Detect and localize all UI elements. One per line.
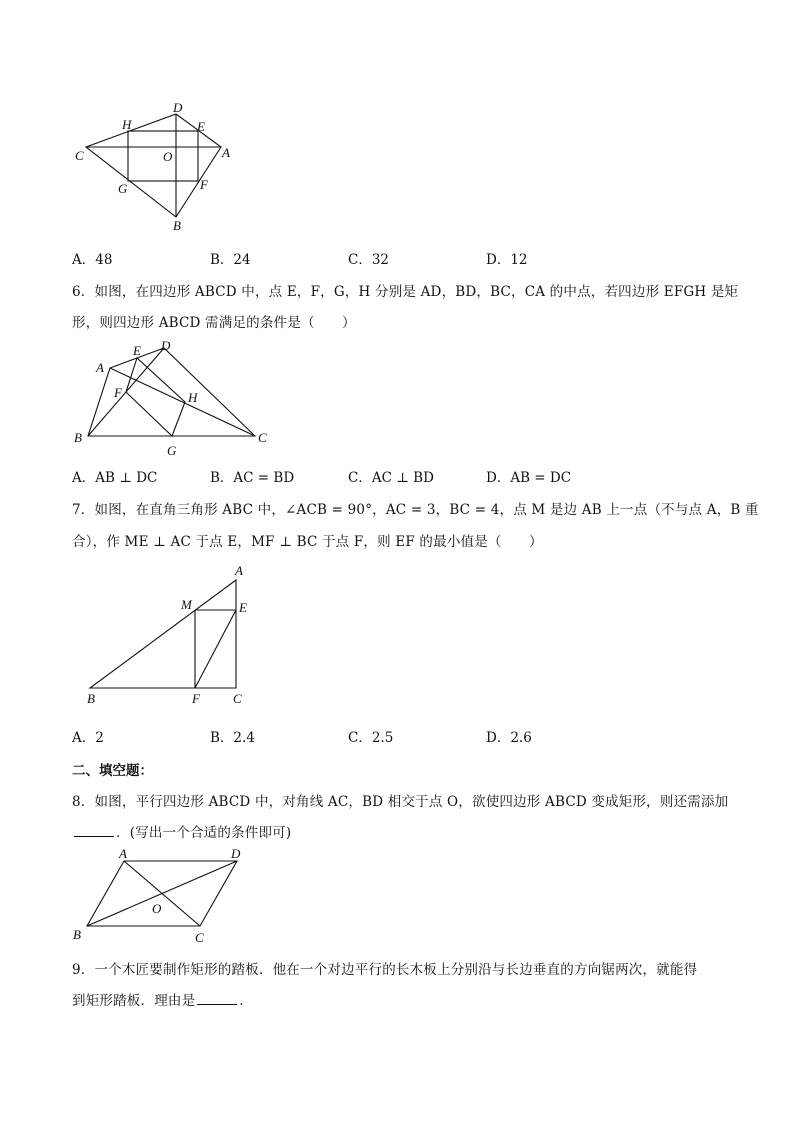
- q7-option-c[interactable]: C．2.5: [348, 730, 394, 746]
- q8-hint: ．(写出一个合适的条件即可): [116, 825, 292, 841]
- q8-answer-blank[interactable]: [74, 824, 114, 837]
- q5-label-A: A: [222, 145, 230, 160]
- q6-label-B: B: [74, 430, 82, 445]
- q6-label-D: D: [161, 338, 171, 353]
- q8-label-B: B: [73, 927, 81, 942]
- q5-label-E: E: [197, 119, 205, 134]
- q8-text-line2: [72, 821, 291, 841]
- section-fill-in-heading: 二、填空题：: [72, 763, 153, 779]
- q5-option-a[interactable]: A．48: [72, 252, 113, 268]
- q8-figure: [70, 843, 250, 948]
- q7-label-F: F: [192, 691, 200, 706]
- q7-diagram: [80, 560, 260, 710]
- q6-figure: [70, 335, 280, 460]
- q6-label-C: C: [258, 430, 267, 445]
- q5-option-c[interactable]: C．32: [348, 252, 390, 268]
- q5-option-d[interactable]: D．12: [486, 252, 528, 268]
- q9-text-line1: 9．一个木匠要制作矩形的踏板．他在一个对边平行的长木板上分别沿与长边垂直的方向锯两次，就能得: [72, 962, 698, 978]
- q7-options: [72, 726, 732, 744]
- q7-option-d[interactable]: D．2.6: [486, 730, 532, 746]
- q6-diagram: [70, 335, 280, 460]
- q6-option-b[interactable]: B．AC = BD: [210, 470, 295, 486]
- q7-label-M: M: [181, 597, 192, 612]
- q8-text-line1: 8．如图，平行四边形 ABCD 中，对角线 AC，BD 相交于点 O，欲使四边形 ABCD 变成矩形，则还需添加: [72, 794, 729, 810]
- q8-label-C: C: [195, 930, 204, 945]
- q7-text-line2: 合），作 ME ⊥ AC 于点 E，MF ⊥ BC 于点 F，则 EF 的最小值是（ ）: [72, 534, 543, 550]
- q6-label-G: G: [167, 443, 177, 458]
- q5-label-F: F: [200, 177, 208, 192]
- q5-label-B: B: [173, 218, 181, 233]
- q9-answer-blank[interactable]: [197, 992, 237, 1005]
- q9-text-suffix: ．: [239, 993, 254, 1009]
- q5-label-G: G: [118, 181, 128, 196]
- q5-figure: [70, 100, 250, 235]
- q5-label-O: O: [163, 149, 173, 164]
- q6-label-F: F: [114, 385, 122, 400]
- q5-diagram: [70, 100, 250, 235]
- q7-label-C: C: [233, 691, 242, 706]
- q5-label-H: H: [122, 117, 132, 132]
- q9-text-prefix: 到矩形踏板．理由是: [72, 993, 196, 1009]
- q7-label-A: A: [235, 563, 243, 578]
- q7-label-E: E: [239, 600, 247, 615]
- q9-text-line2: [72, 989, 253, 1009]
- q5-label-D: D: [173, 100, 183, 115]
- q6-label-A: A: [96, 360, 104, 375]
- q8-diagram: [70, 843, 250, 948]
- q8-label-O: O: [152, 901, 162, 916]
- q6-text-line2: 形，则四边形 ABCD 需满足的条件是（ ）: [72, 315, 356, 331]
- q6-option-c[interactable]: C．AC ⊥ BD: [348, 470, 434, 486]
- q6-option-d[interactable]: D．AB = DC: [486, 470, 572, 486]
- q8-label-A: A: [119, 846, 127, 861]
- q5-options: [72, 248, 732, 266]
- q6-option-a[interactable]: A．AB ⊥ DC: [72, 470, 158, 486]
- q7-text-line1: 7．如图，在直角三角形 ABC 中，∠ACB = 90°，AC = 3，BC = 4，点 M 是边 AB 上一点（不与点 A，B 重: [72, 502, 759, 518]
- q6-text-line1: 6．如图，在四边形 ABCD 中，点 E，F，G，H 分别是 AD，BD，BC，CA 的中点，若四边形 EFGH 是矩: [72, 284, 739, 300]
- q7-option-b[interactable]: B．2.4: [210, 730, 255, 746]
- q6-label-H: H: [188, 390, 198, 405]
- q7-option-a[interactable]: A．2: [72, 730, 104, 746]
- q5-option-b[interactable]: B．24: [210, 252, 251, 268]
- q7-label-B: B: [87, 691, 95, 706]
- q8-label-D: D: [231, 846, 241, 861]
- q6-label-E: E: [133, 343, 141, 358]
- q7-figure: [80, 560, 260, 710]
- q5-label-C: C: [75, 148, 84, 163]
- q6-options: [72, 466, 732, 484]
